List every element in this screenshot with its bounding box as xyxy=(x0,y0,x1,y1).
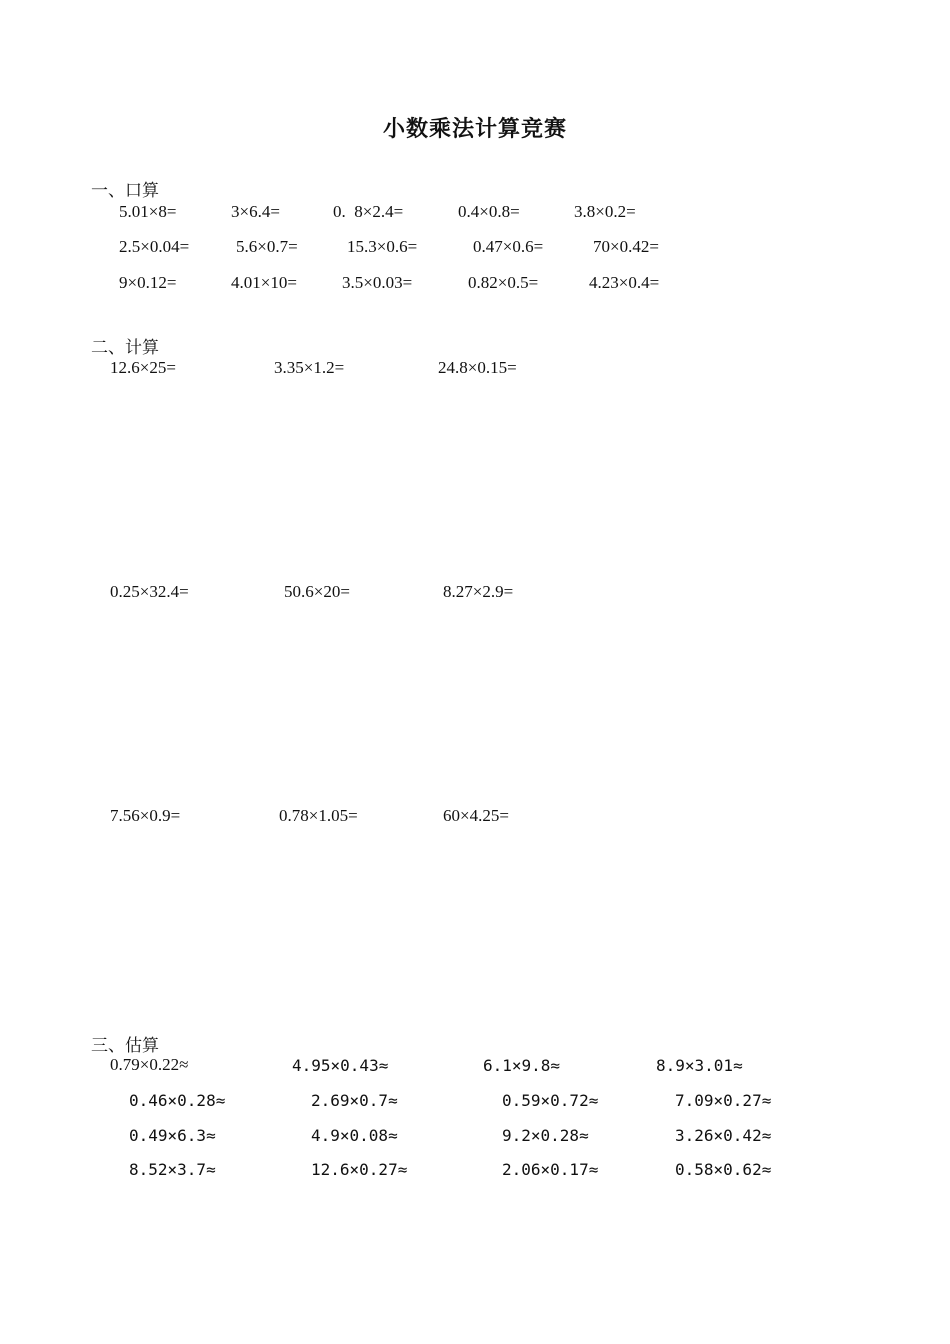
section-heading-calculate: 二、计算 xyxy=(91,338,159,358)
calc-problem: 24.8×0.15= xyxy=(438,358,517,377)
oral-problem: 3.8×0.2= xyxy=(574,202,636,221)
page-title: 小数乘法计算竞赛 xyxy=(382,117,567,142)
oral-problem: 9×0.12= xyxy=(119,273,177,292)
estimate-problem: 2.69×0.7≈ xyxy=(311,1091,398,1110)
oral-problem: 4.23×0.4= xyxy=(589,273,660,292)
estimate-problem: 0.49×6.3≈ xyxy=(129,1126,216,1145)
oral-problem: 0.47×0.6= xyxy=(473,237,544,256)
estimate-problem: 8.52×3.7≈ xyxy=(129,1160,216,1179)
estimate-problem: 8.9×3.01≈ xyxy=(656,1056,743,1075)
calc-problem: 0.78×1.05= xyxy=(279,806,358,825)
calc-problem: 50.6×20= xyxy=(284,582,350,601)
estimate-problem: 0.79×0.22≈ xyxy=(110,1055,189,1074)
section-heading-estimate: 三、估算 xyxy=(91,1036,159,1056)
estimate-problem: 4.95×0.43≈ xyxy=(292,1056,389,1075)
oral-problem: 4.01×10= xyxy=(231,273,297,292)
oral-problem: 0. 8×2.4= xyxy=(333,202,404,221)
estimate-problem: 0.46×0.28≈ xyxy=(129,1091,226,1110)
oral-problem: 2.5×0.04= xyxy=(119,237,190,256)
section-heading-oral: 一、口算 xyxy=(91,181,159,201)
estimate-problem: 12.6×0.27≈ xyxy=(311,1160,408,1179)
oral-problem: 3.5×0.03= xyxy=(342,273,413,292)
estimate-problem: 7.09×0.27≈ xyxy=(675,1091,772,1110)
calc-problem: 7.56×0.9= xyxy=(110,806,181,825)
oral-problem: 3×6.4= xyxy=(231,202,280,221)
estimate-problem: 0.58×0.62≈ xyxy=(675,1160,772,1179)
estimate-problem: 0.59×0.72≈ xyxy=(502,1091,599,1110)
estimate-problem: 2.06×0.17≈ xyxy=(502,1160,599,1179)
oral-problem: 70×0.42= xyxy=(593,237,659,256)
calc-problem: 8.27×2.9= xyxy=(443,582,514,601)
oral-problem: 0.4×0.8= xyxy=(458,202,520,221)
estimate-problem: 6.1×9.8≈ xyxy=(483,1056,561,1075)
estimate-problem: 9.2×0.28≈ xyxy=(502,1126,589,1145)
oral-problem: 0.82×0.5= xyxy=(468,273,539,292)
calc-problem: 60×4.25= xyxy=(443,806,509,825)
calc-problem: 0.25×32.4= xyxy=(110,582,189,601)
calc-problem: 3.35×1.2= xyxy=(274,358,345,377)
estimate-problem: 4.9×0.08≈ xyxy=(311,1126,398,1145)
oral-problem: 15.3×0.6= xyxy=(347,237,418,256)
oral-problem: 5.6×0.7= xyxy=(236,237,298,256)
calc-problem: 12.6×25= xyxy=(110,358,176,377)
oral-problem: 5.01×8= xyxy=(119,202,177,221)
estimate-problem: 3.26×0.42≈ xyxy=(675,1126,772,1145)
